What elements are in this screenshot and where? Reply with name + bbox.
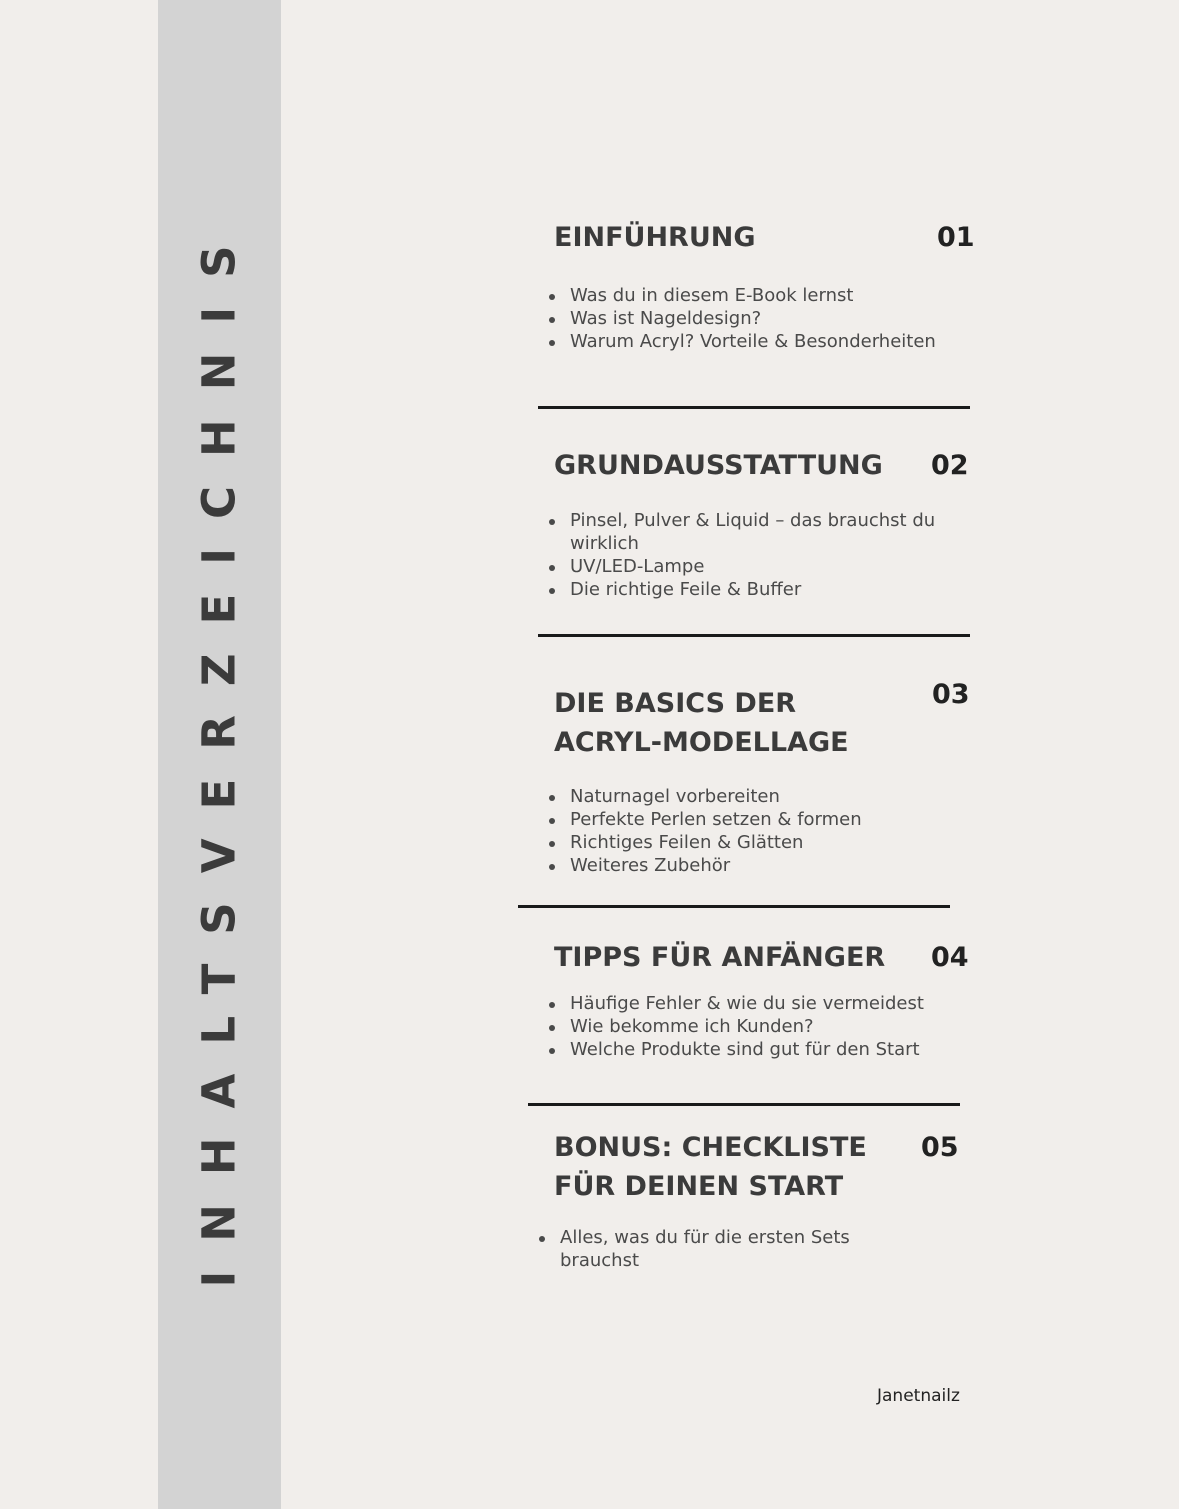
section-3-title-line-2: ACRYL-MODELLAGE [554, 727, 849, 758]
list-item: Die richtige Feile & Buffer [570, 578, 960, 601]
section-2-list [554, 509, 960, 601]
list-item: Pinsel, Pulver & Liquid – das brauchst du wirklich [570, 509, 960, 555]
list-item: Welche Produkte sind gut für den Start [570, 1038, 970, 1061]
section-3-title [554, 684, 849, 762]
list-item: Warum Acryl? Vorteile & Besonderheiten [570, 330, 970, 353]
list-item: Häufige Fehler & wie du sie vermeidest [570, 992, 970, 1015]
list-item: Was ist Nageldesign? [570, 307, 970, 330]
list-item: Wie bekomme ich Kunden? [570, 1015, 970, 1038]
list-item: UV/LED-Lampe [570, 555, 960, 578]
section-5-title-line-2: FÜR DEINEN START [554, 1171, 844, 1202]
section-2-title: GRUNDAUSSTATTUNG [554, 450, 883, 481]
list-item: Naturnagel vorbereiten [570, 785, 970, 808]
list-item: Alles, was du für die ersten Sets brauchst [560, 1226, 880, 1272]
list-item: Was du in diesem E-Book lernst [570, 284, 970, 307]
brand-name: Janetnailz [877, 1386, 960, 1406]
section-5-title [554, 1128, 867, 1206]
section-3-list [554, 785, 970, 877]
vertical-title: INHALTSVERZEICHNIS [192, 216, 246, 1288]
section-1-title: EINFÜHRUNG [554, 222, 756, 253]
section-5-title-line-1: BONUS: CHECKLISTE [554, 1132, 867, 1163]
section-4-title: TIPPS FÜR ANFÄNGER [554, 942, 886, 973]
section-1-number: 01 [937, 222, 975, 253]
divider [538, 634, 970, 637]
section-1-list [554, 284, 970, 353]
section-4-number: 04 [931, 942, 969, 973]
section-3-title-line-1: DIE BASICS DER [554, 688, 797, 719]
list-item: Weiteres Zubehör [570, 854, 970, 877]
section-4-list [554, 992, 970, 1061]
divider [528, 1103, 960, 1106]
divider [518, 905, 950, 908]
list-item: Perfekte Perlen setzen & formen [570, 808, 970, 831]
divider [538, 406, 970, 409]
section-5-number: 05 [921, 1132, 959, 1163]
section-5-list [544, 1226, 880, 1272]
list-item: Richtiges Feilen & Glätten [570, 831, 970, 854]
section-3-number: 03 [932, 679, 970, 710]
section-2-number: 02 [931, 450, 969, 481]
